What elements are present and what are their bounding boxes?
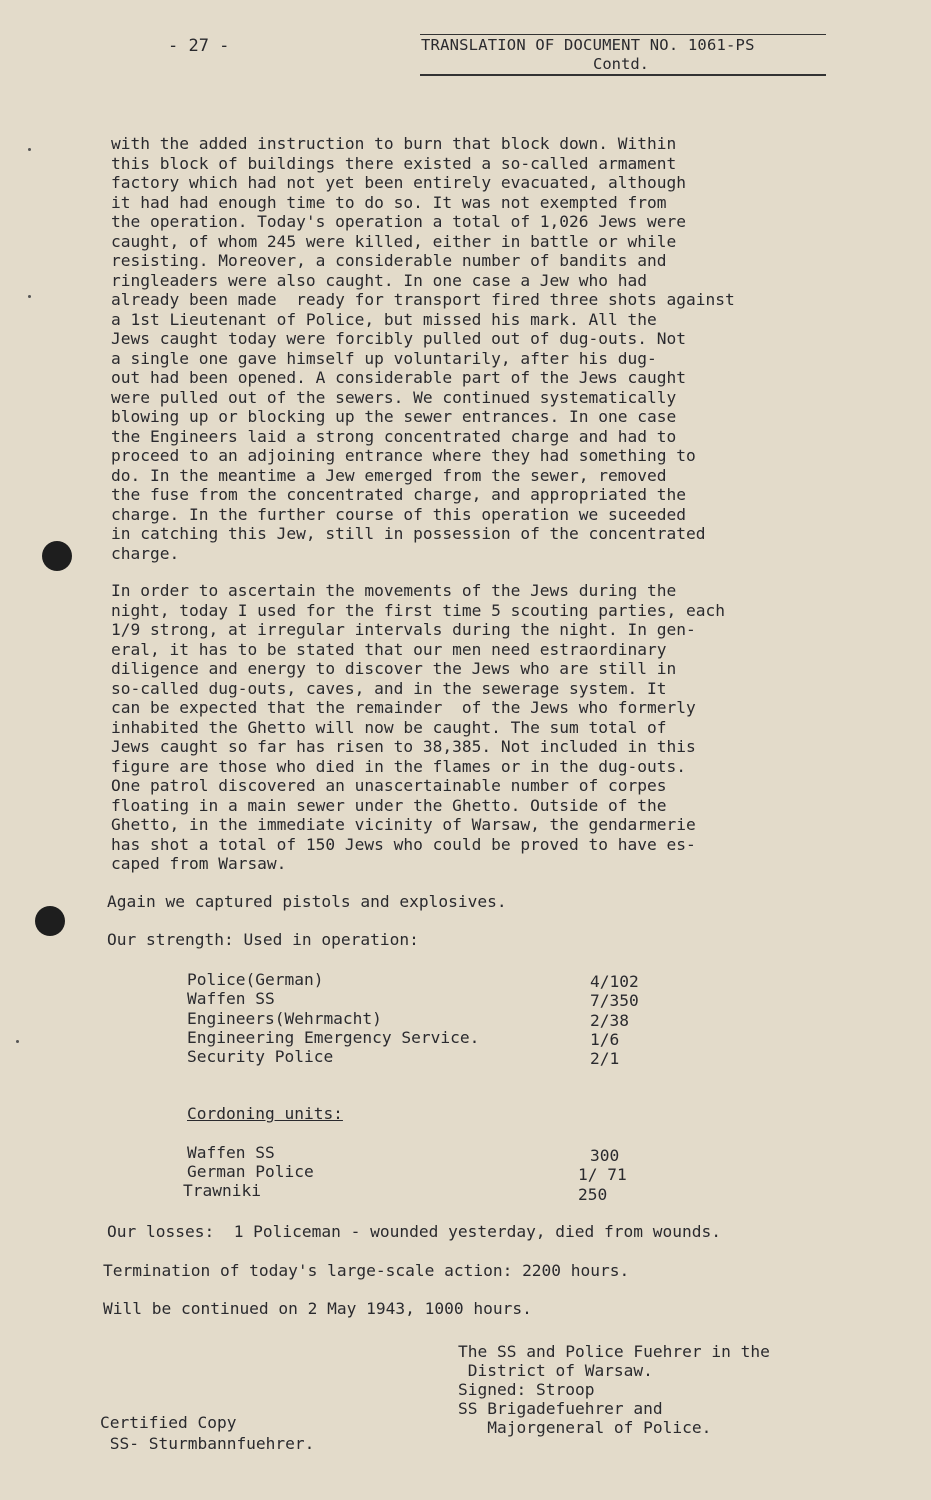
- paragraph-1: with the added instruction to burn that block down. Within this block of buildings there existed a so-called armament factory which had not yet been entirely evacuated, although it had had enough time to do so. It was not exempted from the operation. Today's operation a total of 1,026 Jews were caught, of whom 245 were killed, either in battle or while resisting. Moreover, a considerable number of bandits and ringleaders were also caught. In one case a Jew who had already been made ready for transport fired three shots against a 1st Lieutenant of Police, but missed his mark. All the Jews caught today were forcibly pulled out of dug-outs. Not a single one gave himself up voluntarily, after his dug- out had been opened. A considerable part of the Jews caught were pulled out of the sewers. We continued systematically blowing up or blocking up the sewer entrances. In one case the Engineers laid a strong concentrated charge and had to proceed to an adjoining entrance where they had something to do. In the meantime a Jew emerged from the sewer, removed the fuse from the concentrated charge, and appropriated the charge. In the further course of this operation we suceeded in catching this Jew, still in possession of the concentrated charge.: [111, 134, 735, 563]
- signature-line: Signed: Stroop: [458, 1380, 595, 1399]
- punch-hole: [42, 541, 72, 571]
- page-number: - 27 -: [168, 36, 230, 56]
- strength-value: 1/6: [590, 1030, 620, 1049]
- strength-unit: Engineering Emergency Service.: [187, 1028, 480, 1047]
- document-contd: Contd.: [593, 55, 649, 73]
- strength-value: 2/38: [590, 1011, 629, 1030]
- certified-line: Certified Copy: [100, 1413, 237, 1432]
- losses-line: Our losses: 1 Policeman - wounded yesterday, died from wounds.: [107, 1222, 721, 1241]
- speck: [16, 1040, 19, 1043]
- cordoning-value: 1/ 71: [578, 1165, 627, 1184]
- signature-line: The SS and Police Fuehrer in the: [458, 1342, 770, 1361]
- document-title: TRANSLATION OF DOCUMENT NO. 1061-PS: [421, 36, 755, 54]
- strength-unit: Security Police: [187, 1047, 334, 1066]
- strength-value: 4/102: [590, 972, 639, 991]
- paragraph-2: In order to ascertain the movements of the Jews during the night, today I used for the first time 5 scouting parties, each 1/9 strong, at irregular intervals during the night. In gen- eral, it has to be stated that our men need estraordinary diligence and energy to discover the Jews who are still in so-called dug-outs, caves, and in the sewerage system. It can be expected that the remainder of the Jews who formerly inhabited the Ghetto will now be caught. The sum total of Jews caught so far has risen to 38,385. Not included in this figure are those who died in the flames or in the dug-outs. One patrol discovered an unascertainable number of corpes floating in a main sewer under the Ghetto. Outside of the Ghetto, in the immediate vicinity of Warsaw, the gendarmerie has shot a total of 150 Jews who could be proved to have es- caped from Warsaw.: [111, 581, 725, 873]
- strength-unit: Waffen SS: [187, 989, 275, 1008]
- header-rule-bottom: [420, 74, 826, 76]
- strength-unit: Engineers(Wehrmacht): [187, 1009, 382, 1028]
- signature-line: District of Warsaw.: [458, 1361, 653, 1380]
- captured-line: Again we captured pistols and explosives.: [107, 892, 507, 911]
- certified-line: SS- Sturmbannfuehrer.: [100, 1434, 315, 1453]
- speck: [28, 148, 31, 151]
- speck: [28, 295, 31, 298]
- cordoning-value: 300: [590, 1146, 620, 1165]
- header-rule-top: [420, 34, 826, 35]
- strength-value: 7/350: [590, 991, 639, 1010]
- signature-line: Majorgeneral of Police.: [458, 1418, 712, 1437]
- cordoning-unit: Waffen SS: [187, 1143, 275, 1162]
- cordoning-value: 250: [578, 1185, 608, 1204]
- punch-hole: [35, 906, 65, 936]
- signature-line: SS Brigadefuehrer and: [458, 1399, 663, 1418]
- cordoning-heading: Cordoning units:: [187, 1104, 343, 1123]
- cordoning-unit: Trawniki: [183, 1181, 261, 1200]
- cordoning-unit: German Police: [187, 1162, 314, 1181]
- continued-line: Will be continued on 2 May 1943, 1000 hours.: [103, 1299, 532, 1318]
- strength-value: 2/1: [590, 1049, 620, 1068]
- strength-heading: Our strength: Used in operation:: [107, 930, 419, 949]
- strength-unit: Police(German): [187, 970, 324, 989]
- termination-line: Termination of today's large-scale action: 2200 hours.: [103, 1261, 630, 1280]
